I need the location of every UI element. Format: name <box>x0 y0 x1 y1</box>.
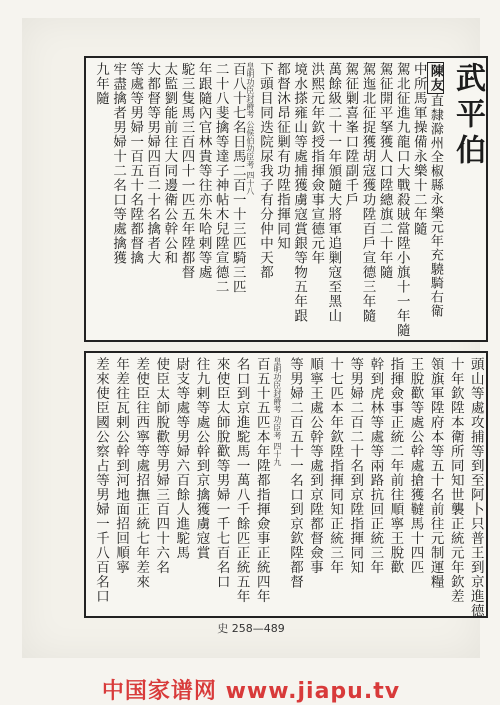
top_panel-column: 大都督等男婦四百二十名擒者大 <box>144 62 161 265</box>
page-folio: 史 258—489 <box>217 622 285 635</box>
top_panel-column: 九年隨 <box>93 62 109 106</box>
top_panel-column: 駕征開平拏獲人口陞總旗二十年隨 <box>376 62 393 280</box>
top_panel-column: 洪熙元年欽授指揮僉事宣德元年 <box>308 62 325 265</box>
section-title: 武平伯 <box>449 62 485 170</box>
bottom_panel-column: 順寧王處公幹等處到京陞都督僉事 <box>307 357 324 575</box>
top_panel-column: 都督沐昂征剿有功陞指揮同知 <box>274 62 291 251</box>
bottom_panel-column: 往九剌等處公幹到京擒獲虜寇賞 <box>193 357 210 560</box>
top_panel-column: 駕征剿喜峯口陞副千戶 <box>342 62 359 207</box>
bottom_panel-column: 幹到虎林等處等兩路抗回正統三年 <box>367 357 384 575</box>
bottom_panel-running-header: 皇明功臣封爵考 功臣考 四十九 <box>272 357 282 467</box>
scan-page <box>22 18 485 704</box>
top_panel-column: 駝三隻馬三百四十一匹五年陞都督 <box>178 62 195 280</box>
bottom_panel-column: 等男婦二百二十名到京陞指揮同知 <box>347 357 364 575</box>
bottom_panel-column: 百五十五匹本年陞都指揮僉事正統四年 <box>253 357 270 604</box>
bottom_panel-column: 差使臣往西寧等處招撫正統七年差來 <box>133 357 150 589</box>
top-text-panel <box>84 56 488 342</box>
site-watermark: 中国家谱网 www.jiapu.tv <box>101 679 401 704</box>
top_panel-column: 牢盡擒者男婦十二名口等處擒獲 <box>110 62 127 265</box>
bottom_panel-column: 十七匹本年欽陞指揮同知正統三年 <box>327 357 344 575</box>
top_panel-column: 下頭目同迭院尿我子有分仲中天都 <box>256 62 273 280</box>
bottom_panel-column: 尉支等處等男婦六百餘人進駝馬 <box>173 357 190 560</box>
top_panel-column: 太監劉能前往大同邊衛公幹公和 <box>161 62 178 265</box>
name-line-rest: 直隸滁州全椒縣永樂元年充驍騎右衛 <box>427 94 443 318</box>
bottom_panel-column: 使臣太師脫歡等男婦三百四十六名 <box>153 357 170 575</box>
top_panel-column: 中所馬軍操備永樂十二年隨 <box>410 62 427 236</box>
top_panel-column: 百八十七名日馬二百一十三匹騎三匹 <box>229 62 246 294</box>
bottom_panel-column: 領旗軍陞府本等五十名前往元制運糧 <box>427 357 444 589</box>
top_panel-running-header: 皇明功臣封爵考 公侯伯功臣考 四十八 <box>245 62 255 196</box>
top_panel-column: 駕北征進九龍口大戰殺賊當陞小旗十一年隨 <box>393 62 410 338</box>
bottom_panel-column: 名口到京進駝馬一萬八千餘匹正統五年 <box>233 357 250 604</box>
bottom-text-panel <box>84 351 488 618</box>
person-name-box: 陳友 <box>427 64 443 92</box>
bottom_panel-column: 等男婦二百五十一名口到京欽陞都督 <box>286 357 303 589</box>
bottom_panel-column: 十年欽陞本衛所同知世襲正統元年欽差 <box>447 357 464 604</box>
top_panel-column: 萬餘級二十一年頒隨大將軍追剿寇至黑山 <box>325 62 342 323</box>
bottom_panel-column: 指揮僉事正統二年前往順寧王脫歡 <box>387 357 404 575</box>
bottom_panel-column: 差來使臣國公察占等男婦一千八百名口 <box>93 357 109 604</box>
bottom_panel-column: 年差往瓦剌公幹到河地面招回順寧 <box>113 357 130 575</box>
name-line <box>425 62 442 336</box>
bottom_panel-column: 來使臣太師脫歡等男婦一千七百名口 <box>213 357 230 589</box>
top_panel-column: 駕迤北征捉獲胡寇獲功陞百戶宣德三年隨 <box>359 62 376 323</box>
bottom_panel-column: 頭山等處攻捕等到至阿卜只普王到京進德 <box>467 357 484 618</box>
top_panel-column: 境水搽雍山等處捕獲虜寇賞銀等物五年跟 <box>291 62 308 323</box>
bottom_panel-column: 王脫歡等處公幹處搶獲韃馬十四匹 <box>407 357 424 575</box>
top_panel-column: 年跟隨內官林貴等往亦朱哈剌等處 <box>195 62 212 280</box>
top_panel-column: 等處等男婦一百五十名陞都督擒 <box>127 62 144 265</box>
top_panel-column: 二十八斐擒等達子神帖木兒陞宣德二 <box>212 62 229 294</box>
